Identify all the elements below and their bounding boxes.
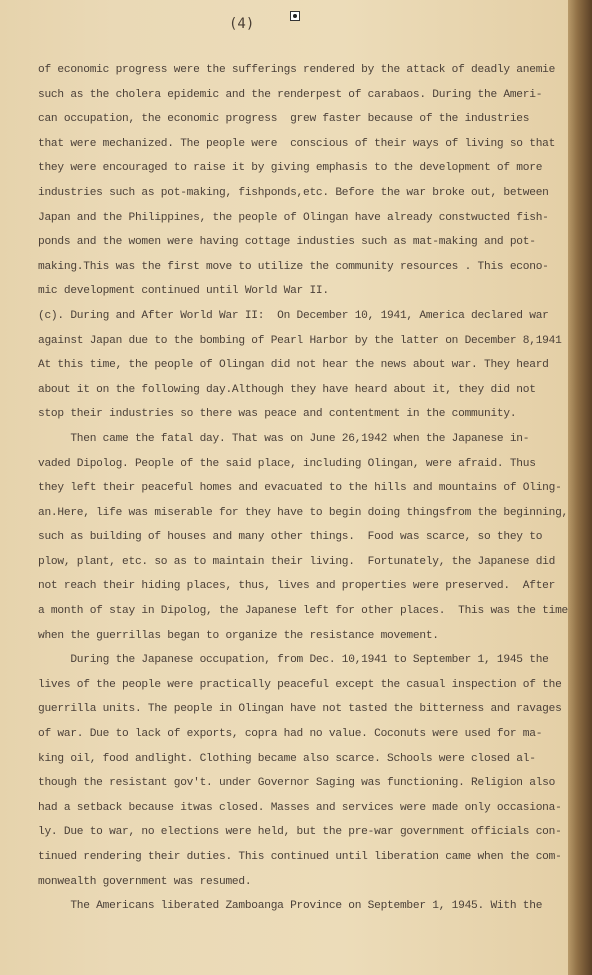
punch-hole-icon bbox=[290, 11, 300, 21]
text-line: At this time, the people of Olingan did not hear the news about war. They heard bbox=[38, 359, 549, 372]
text-line: when the guerrillas began to organize the resistance movement. bbox=[38, 629, 439, 642]
page-edge bbox=[568, 0, 592, 975]
text-line: they left their peaceful homes and evacuated to the hills and mountains of Oling- bbox=[38, 482, 562, 495]
text-line: lives of the people were practically peaceful except the casual inspection of the bbox=[38, 678, 562, 691]
text-line: (c). During and After World War II: On December 10, 1941, America declared war bbox=[38, 309, 549, 322]
text-line: The Americans liberated Zamboanga Province on September 1, 1945. With the bbox=[38, 900, 543, 913]
text-line: not reach their hiding places, thus, lives and properties were preserved. After bbox=[38, 580, 556, 593]
text-line: monwealth government was resumed. bbox=[38, 875, 252, 888]
text-line: Then came the fatal day. That was on June 26,1942 when the Japanese in- bbox=[38, 432, 530, 445]
text-line: mic development continued until World War II. bbox=[38, 285, 329, 298]
text-line: tinued rendering their duties. This continued until liberation came when the com- bbox=[38, 851, 562, 863]
body-text bbox=[38, 58, 569, 919]
page-number: (4) bbox=[229, 16, 255, 32]
text-line: industries such as pot-making, fishponds,etc. Before the war broke out, between bbox=[38, 186, 549, 199]
text-line: guerrilla units. The people in Olingan have not tasted the bitterness and ravages bbox=[38, 703, 562, 716]
text-line: such as the cholera epidemic and the renderpest of carabaos. During the Ameri- bbox=[38, 88, 543, 101]
text-line: making.This was the first move to utilize the community resources . This econo- bbox=[38, 260, 549, 273]
text-line: ly. Due to war, no elections were held, but the pre-war government officials con- bbox=[38, 826, 562, 839]
text-line: a month of stay in Dipolog, the Japanese left for other places. This was the time bbox=[38, 605, 569, 618]
text-line: that were mechanized. The people were conscious of their ways of living so that bbox=[38, 137, 556, 150]
text-line: king oil, food andlight. Clothing became also scarce. Schools were closed al- bbox=[38, 752, 536, 765]
text-line: of war. Due to lack of exports, copra had no value. Coconuts were used for ma- bbox=[38, 728, 543, 741]
text-line: vaded Dipolog. People of the said place, including Olingan, were afraid. Thus bbox=[38, 457, 536, 470]
text-line: had a setback because itwas closed. Masses and services were made only occasiona- bbox=[38, 801, 562, 814]
text-line: can occupation, the economic progress grew faster because of the industries bbox=[38, 113, 530, 126]
text-line: ponds and the women were having cottage industies such as mat-making and pot- bbox=[38, 236, 536, 249]
text-line: Japan and the Philippines, the people of Olingan have already constwucted fish- bbox=[38, 211, 549, 224]
text-line: plow, plant, etc. so as to maintain their living. Fortunately, the Japanese did bbox=[38, 555, 556, 568]
text-line: they were encouraged to raise it by giving emphasis to the development of more bbox=[38, 162, 543, 175]
text-line: of economic progress were the sufferings rendered by the attack of deadly anemie bbox=[38, 64, 556, 76]
text-line: During the Japanese occupation, from Dec. 10,1941 to September 1, 1945 the bbox=[38, 654, 549, 667]
text-line: though the resistant gov't. under Governor Saging was functioning. Religion also bbox=[38, 777, 556, 790]
text-line: an.Here, life was miserable for they have to begin doing thingsfrom the beginning, bbox=[38, 506, 569, 519]
text-line: against Japan due to the bombing of Pearl Harbor by the latter on December 8,1941 bbox=[38, 334, 562, 347]
text-line: about it on the following day.Although they have heard about it, they did not bbox=[38, 383, 536, 396]
text-line: stop their industries so there was peace and contentment in the community. bbox=[38, 408, 517, 421]
text-line: such as building of houses and many other things. Food was scarce, so they to bbox=[38, 531, 543, 544]
